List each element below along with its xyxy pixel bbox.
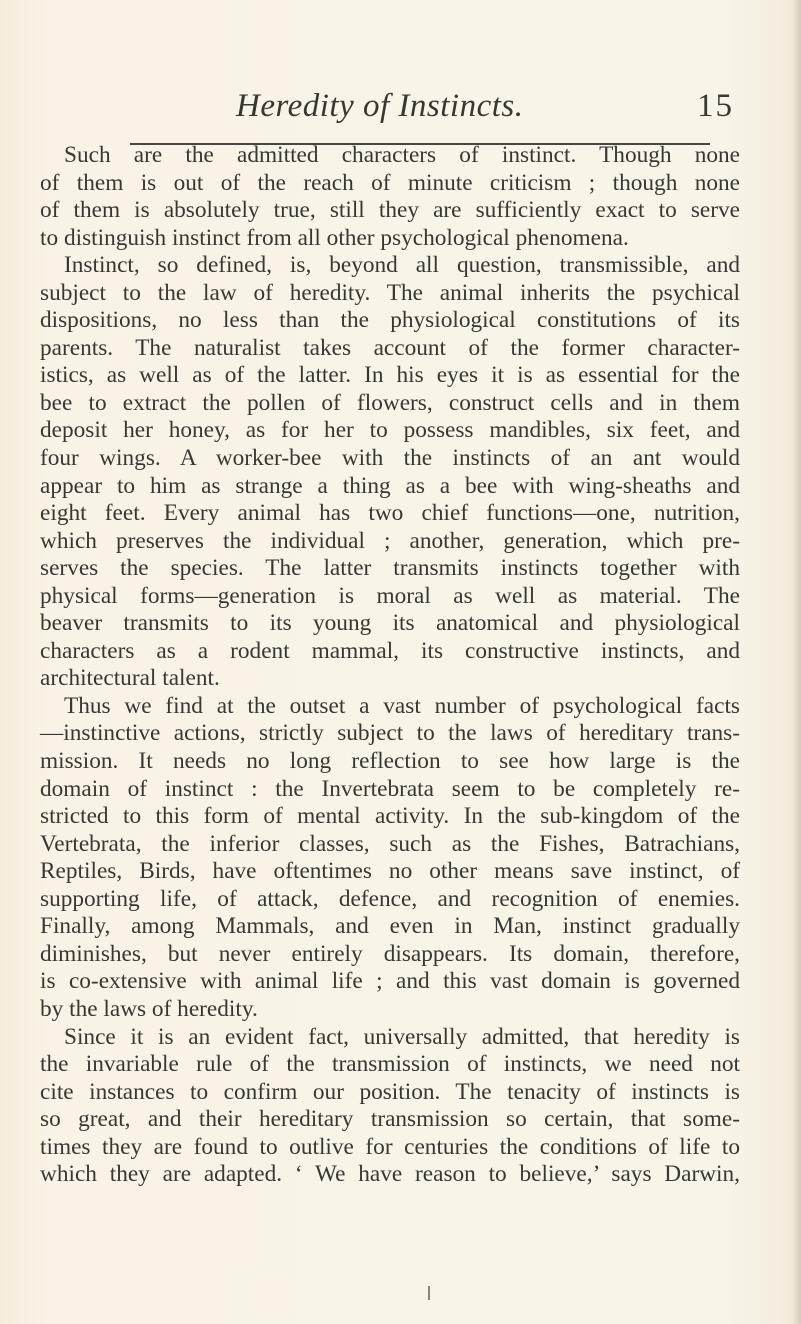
text-line: Reptiles, Birds, have oftentimes no other means save instinct, of <box>40 858 740 885</box>
text-line: which preserves the individual ; another, generation, which pre- <box>40 527 740 554</box>
running-title: Heredity of Instincts. <box>236 88 524 124</box>
text-line: serves the species. The latter transmits instincts together with <box>40 555 740 582</box>
text-line: by the laws of heredity. <box>40 995 258 1022</box>
body-text <box>40 142 740 1189</box>
binding-edge-shadow <box>791 0 801 1324</box>
text-line: parents. The naturalist takes account of the former character- <box>40 334 740 361</box>
text-line: stricted to this form of mental activity. In the sub-kingdom of the <box>40 803 740 830</box>
text-line: Since it is an evident fact, universally admitted, that heredity is <box>64 1023 740 1050</box>
text-line: appear to him as strange a thing as a bee with wing-sheaths and <box>40 472 740 499</box>
text-line: mission. It needs no long reflection to see how large is the <box>40 748 740 775</box>
text-line: eight feet. Every animal has two chief functions—one, nutrition, <box>40 500 740 527</box>
text-line: deposit her honey, as for her to possess mandibles, six feet, and <box>40 417 740 444</box>
text-line: of them is out of the reach of minute criticism ; though none <box>40 169 740 196</box>
text-line: istics, as well as of the latter. In his eyes it is as essential for the <box>40 362 740 389</box>
text-line: Such are the admitted characters of instinct. Though none <box>64 142 740 168</box>
text-line: Finally, among Mammals, and even in Man, instinct gradually <box>40 913 740 940</box>
text-line: to distinguish instinct from all other psychological phenomena. <box>40 224 629 251</box>
text-line: the invariable rule of the transmission of instincts, we need not <box>40 1051 740 1078</box>
text-line: —instinctive actions, strictly subject to the laws of hereditary trans- <box>40 720 740 747</box>
print-mark <box>428 1286 430 1300</box>
text-line: four wings. A worker-bee with the instincts of an ant would <box>40 445 740 472</box>
text-line: architectural talent. <box>40 665 220 692</box>
text-line: characters as a rodent mammal, its constructive instincts, and <box>40 637 740 664</box>
text-line: Vertebrata, the inferior classes, such as the Fishes, Batrachians, <box>40 830 740 857</box>
text-line: Thus we find at the outset a vast number of psychological facts <box>64 692 740 719</box>
text-line: diminishes, but never entirely disappears. Its domain, therefore, <box>40 940 740 967</box>
text-line: supporting life, of attack, defence, and recognition of enemies. <box>40 885 740 912</box>
text-line: domain of instinct : the Invertebrata seem to be completely re- <box>40 775 740 802</box>
text-line: times they are found to outlive for centuries the conditions of life to <box>40 1133 740 1160</box>
text-line: physical forms—generation is moral as well as material. The <box>40 582 740 609</box>
text-line: so great, and their hereditary transmission so certain, that some- <box>40 1106 740 1133</box>
running-head <box>0 88 801 128</box>
text-line: subject to the law of heredity. The animal inherits the psychical <box>40 279 740 306</box>
page-number: 15 <box>697 88 734 124</box>
text-line: Instinct, so defined, is, beyond all question, transmissible, and <box>64 252 740 279</box>
text-line: of them is absolutely true, still they are sufficiently exact to serve <box>40 197 740 224</box>
text-line: beaver transmits to its young its anatomical and physiological <box>40 610 740 637</box>
text-line: bee to extract the pollen of flowers, construct cells and in them <box>40 389 740 416</box>
text-line: cite instances to confirm our position. The tenacity of instincts is <box>40 1078 740 1105</box>
text-line: which they are adapted. ‘ We have reason to believe,’ says Darwin, <box>40 1161 740 1188</box>
text-line: is co-extensive with animal life ; and this vast domain is governed <box>40 968 740 995</box>
text-line: dispositions, no less than the physiological constitutions of its <box>40 307 740 334</box>
